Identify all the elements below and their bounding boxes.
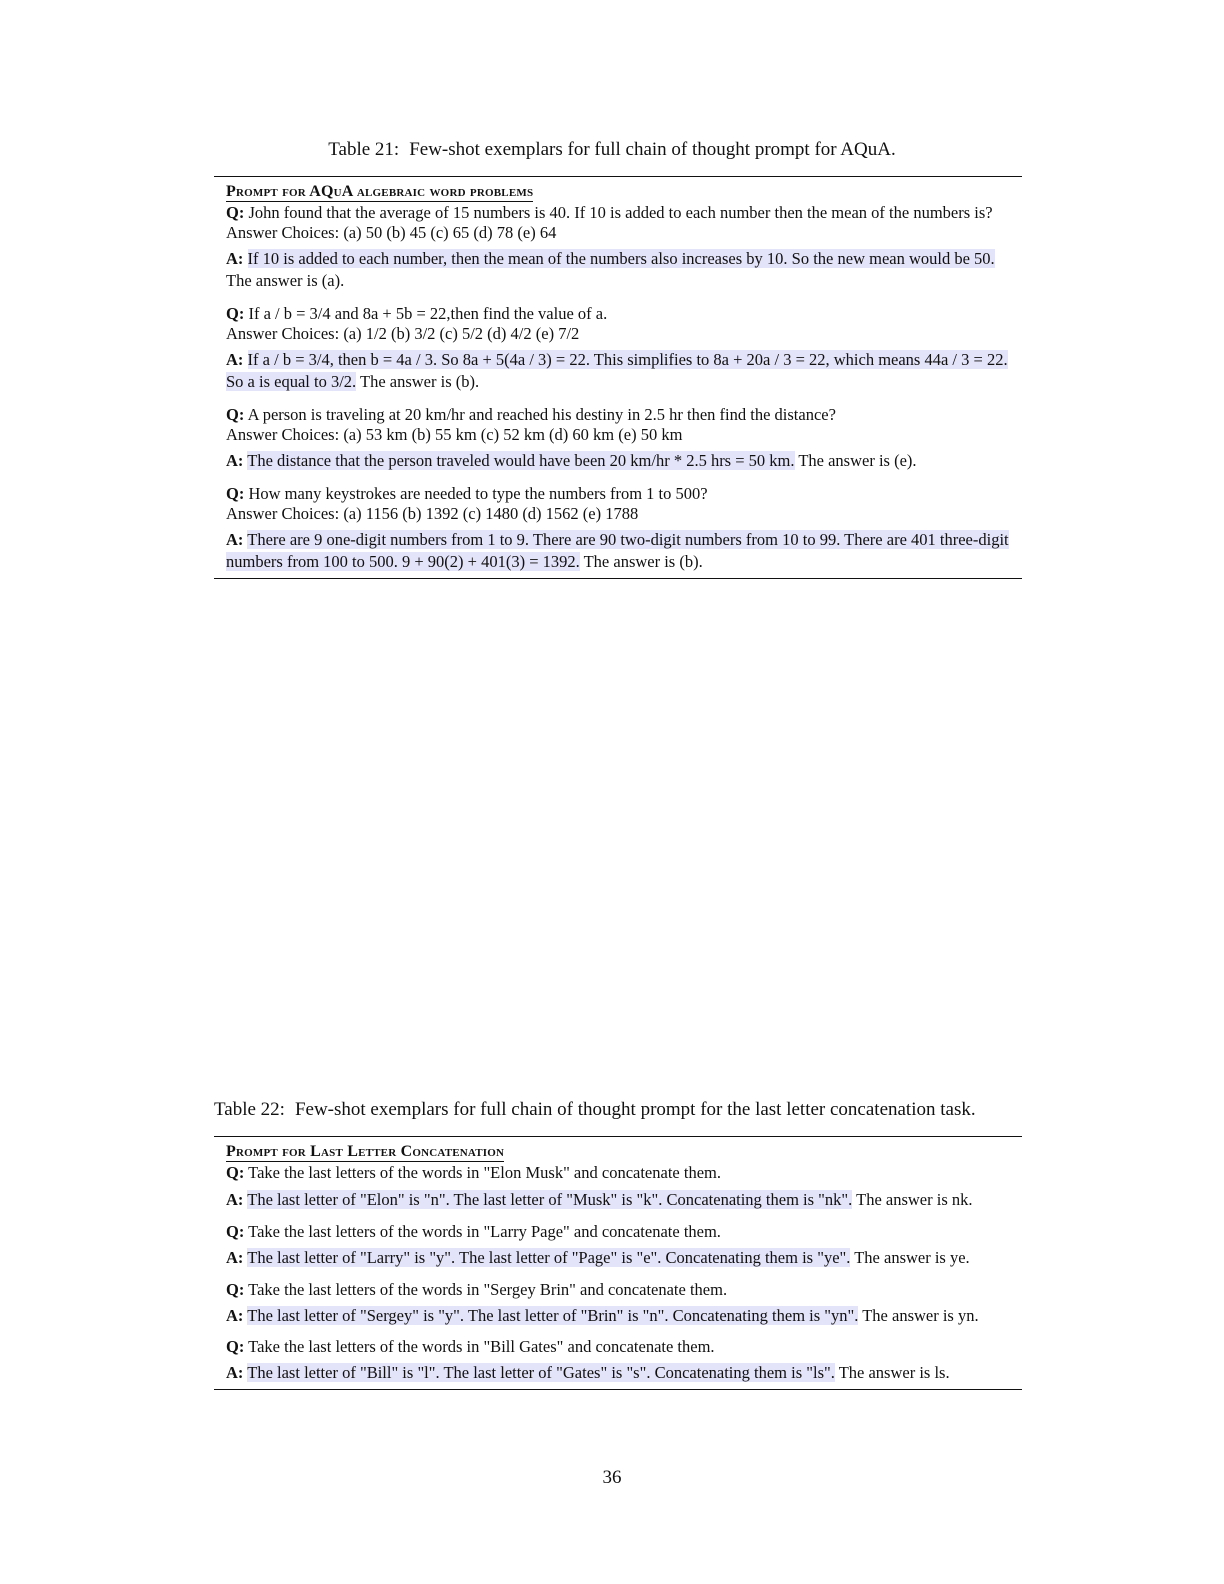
q-tag: Q: [226, 1280, 245, 1299]
q-tag: Q: [226, 405, 245, 424]
q-tag: Q: [226, 203, 245, 222]
final-answer: The answer is (e). [798, 451, 917, 470]
a-tag: A: [226, 1248, 244, 1267]
a-tag: A: [226, 1363, 244, 1382]
final-answer: The answer is (b). [583, 552, 703, 571]
final-answer: The answer is ye. [854, 1248, 970, 1267]
final-answer: The answer is ls. [838, 1363, 950, 1382]
answer [226, 1306, 1010, 1326]
question-text: John found that the average of 15 numbers is 40. If 10 is added to each number then the mean of the numbers is? [248, 203, 993, 222]
exemplar-4 [226, 1337, 1010, 1385]
question-text: Take the last letters of the words in "Larry Page" and concatenate them. [248, 1221, 721, 1241]
q-tag: Q: [226, 484, 245, 503]
answer-choices: Answer Choices: (a) 1156 (b) 1392 (c) 1480 (d) 1562 (e) 1788 [226, 503, 639, 523]
reasoning-highlight: If 10 is added to each number, then the mean of the numbers also increases by 10. So the new mean would be 50. [247, 249, 995, 268]
final-answer: The answer is (a). [226, 271, 345, 290]
q-tag: Q: [226, 1336, 245, 1356]
a-tag: A: [226, 249, 244, 268]
exemplar-1 [226, 1163, 1010, 1211]
exemplar-3 [226, 1280, 1010, 1326]
q-tag: Q: [226, 1163, 245, 1182]
table-21-label: Table 21: [328, 139, 400, 160]
reasoning-highlight: The last letter of "Sergey" is "y". The last letter of "Brin" is "n". Concatenating them is "yn". [247, 1305, 859, 1325]
a-tag: A: [226, 530, 244, 549]
answer-choices: Answer Choices: (a) 1/2 (b) 3/2 (c) 5/2 (d) 4/2 (e) 7/2 [226, 323, 580, 343]
answer-choices: Answer Choices: (a) 53 km (b) 55 km (c) 52 km (d) 60 km (e) 50 km [226, 424, 683, 444]
question-text: A person is traveling at 20 km/hr and reached his destiny in 2.5 hr then find the distance? [247, 405, 836, 424]
table-22 [214, 1136, 1022, 1390]
reasoning-highlight: There are 9 one-digit numbers from 1 to 9. There are 90 two-digit numbers from 10 to 99. There are 401 three-digit numbers from 100 to 500. 9 + 90(2) + 401(3) = 1392. [226, 530, 1009, 571]
final-answer: The answer is yn. [862, 1305, 979, 1325]
reasoning-highlight: The last letter of "Elon" is "n". The last letter of "Musk" is "k". Concatenating them is "nk". [247, 1189, 853, 1209]
table-22-heading: Prompt for Last Letter Concatenation [226, 1143, 505, 1160]
q-tag: Q: [226, 1221, 245, 1241]
exemplar-1 [226, 203, 1010, 292]
exemplar-2 [226, 304, 1010, 393]
reasoning-highlight: If a / b = 3/4, then b = 4a / 3. So 8a + 5(4a / 3) = 22. This simplifies to 8a + 20a / 3 = 22, which means 44a / 3 = 22. So a is equal to 3/2. [226, 350, 1008, 391]
answer-choices: Answer Choices: (a) 50 (b) 45 (c) 65 (d) 78 (e) 64 [226, 222, 557, 242]
table-22-caption [214, 1098, 1034, 1122]
table-21-caption-text: Few-shot exemplars for full chain of thought prompt for AQuA. [409, 139, 896, 160]
table-22-caption-text: Few-shot exemplars for full chain of thought prompt for the last letter concatenation task. [294, 1099, 976, 1120]
a-tag: A: [226, 1189, 244, 1209]
question [226, 1222, 1010, 1242]
page-number: 36 [602, 1467, 622, 1488]
reasoning-highlight: The distance that the person traveled would have been 20 km/hr * 2.5 hrs = 50 km. [247, 451, 795, 470]
question [226, 304, 1010, 324]
question [226, 1163, 1010, 1183]
question [226, 203, 1010, 223]
answer [226, 1189, 1010, 1211]
table-21-caption [0, 138, 1224, 162]
a-tag: A: [226, 451, 244, 470]
answer [226, 248, 1010, 292]
question [226, 405, 1010, 425]
exemplar-2 [226, 1222, 1010, 1270]
question [226, 1337, 1010, 1357]
answer [226, 349, 1010, 393]
question [226, 1280, 1010, 1300]
question-text: If a / b = 3/4 and 8a + 5b = 22,then find the value of a. [248, 304, 608, 323]
answer [226, 1247, 1010, 1269]
answer [226, 529, 1010, 573]
reasoning-highlight: The last letter of "Larry" is "y". The last letter of "Page" is "e". Concatenating them is "ye". [247, 1248, 851, 1267]
table-21 [214, 176, 1022, 579]
reasoning-highlight: The last letter of "Bill" is "l". The last letter of "Gates" is "s". Concatenating them is "ls". [247, 1363, 835, 1382]
q-tag: Q: [226, 304, 245, 323]
table-22-label: Table 22: [214, 1099, 285, 1120]
final-answer: The answer is (b). [359, 372, 480, 391]
question [226, 484, 1010, 504]
answer [226, 1362, 1010, 1384]
exemplar-3 [226, 405, 1010, 472]
question-text: Take the last letters of the words in "Bill Gates" and concatenate them. [248, 1336, 715, 1356]
answer [226, 450, 1010, 472]
table-21-heading: Prompt for AQuA algebraic word problems [226, 183, 534, 200]
final-answer: The answer is nk. [856, 1189, 973, 1209]
a-tag: A: [226, 350, 244, 369]
question-text: Take the last letters of the words in "Elon Musk" and concatenate them. [248, 1163, 721, 1182]
exemplar-4 [226, 484, 1010, 573]
a-tag: A: [226, 1305, 244, 1325]
question-text: Take the last letters of the words in "Sergey Brin" and concatenate them. [248, 1280, 728, 1299]
question-text: How many keystrokes are needed to type the numbers from 1 to 500? [248, 484, 708, 503]
